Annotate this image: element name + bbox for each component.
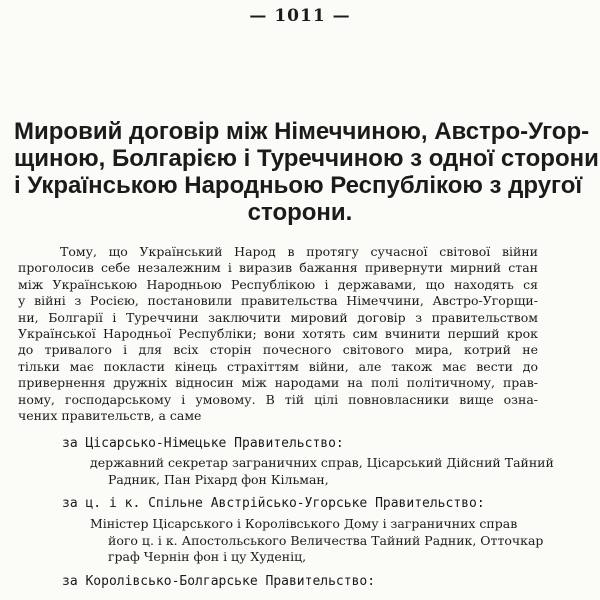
preamble-line: між Українською Народньою Республікою і державами, що находять ся	[18, 276, 538, 292]
preamble-line: привернення дружніх відносин між народами на полі політичному, прав-	[18, 375, 538, 391]
section-line: граф Чернін фон і цу Худеніц,	[108, 549, 307, 565]
preamble-line: чених правительств, а саме	[18, 408, 202, 424]
preamble-line: до тривалого і для всіх сторін почесного світового мира, котрий не	[18, 342, 538, 358]
section-line: Міністер Цісарського і Королівського Дому і заграничних справ	[90, 516, 518, 531]
section-body-german	[90, 455, 580, 488]
section-heading-german: за Цісарсько-Німецьке Правительство:	[62, 436, 344, 451]
document-title	[14, 118, 599, 226]
section-line: державний секретар заграничних справ, Цісарський Дійсний Тайний	[90, 455, 554, 470]
title-line: і Українською Народньою Республікою з другої	[14, 172, 583, 199]
title-line: щиною, Болгарією і Туреччиною з одної сторони	[14, 145, 599, 172]
preamble-line: Української Народньої Республіки; вони хотять сим вчинити перший крок	[18, 326, 538, 342]
section-line: його ц. і к. Апостольського Величества Тайний Радник, Отточкар	[108, 532, 544, 548]
section-heading-bulgarian: за Королівсько-Болгарське Правительство:	[62, 574, 376, 589]
preamble-line: Тому, що Український Народ в протягу сучасної світової війни	[60, 244, 538, 259]
preamble-paragraph	[18, 244, 538, 424]
preamble-line: ному, господарському і умовому. В тій цілі повновласники вище озна-	[18, 391, 538, 407]
section-heading-austro-hungarian: за ц. і к. Спільне Австрійсько-Угорське Правительство:	[62, 496, 485, 511]
section-line: Радник, Пан Ріхард фон Кільман,	[108, 471, 329, 487]
page-number: — 1011 —	[249, 6, 351, 26]
title-line: сторони.	[247, 199, 353, 226]
section-body-austro-hungarian	[90, 516, 580, 566]
title-line: Мировий договір між Німеччиною, Австро-Угор-	[14, 118, 590, 145]
preamble-line: ни, Болгарії і Туреччини заключити мировий договір з правительством	[18, 309, 538, 325]
preamble-line: тільки має покласти кінець страхіттям війни, але також має вести до	[18, 358, 538, 374]
preamble-line: у війні з Росією, постановили правительства Німеччини, Австро-Угорщи-	[18, 293, 538, 309]
preamble-line: проголосив себе незалежним і виразив бажання привернути мирний стан	[18, 260, 538, 276]
